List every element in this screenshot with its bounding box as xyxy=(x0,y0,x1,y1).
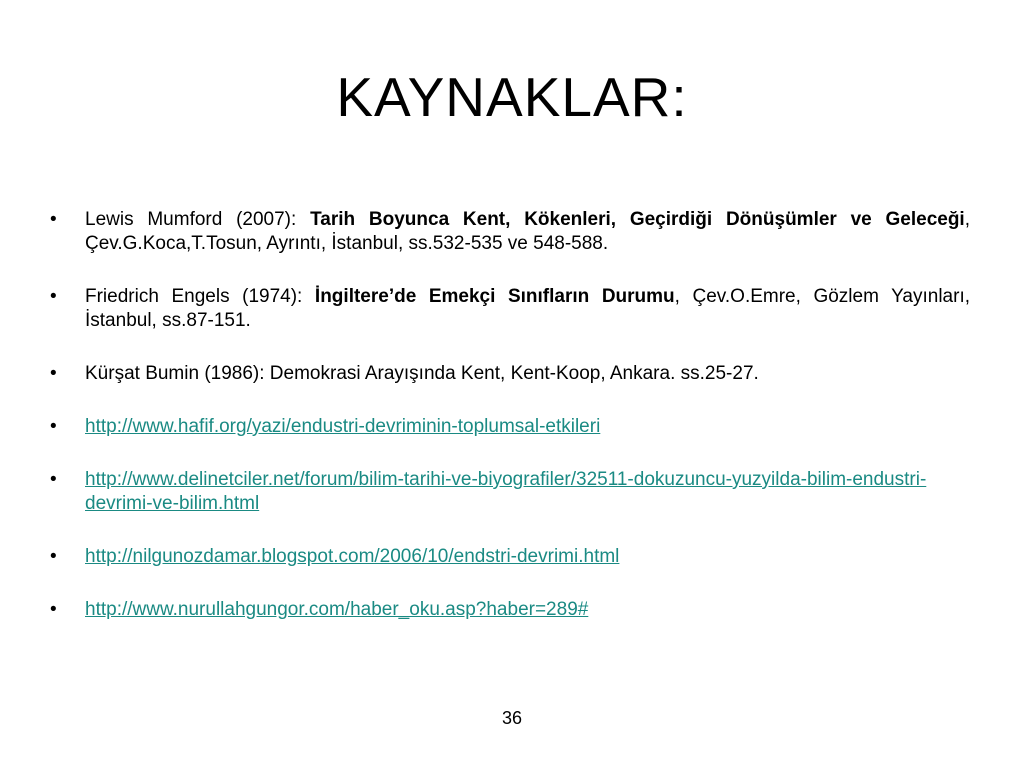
bullet-icon: • xyxy=(50,469,57,490)
reference-details: , Çev.O.Emre, Gözlem Yayınları, İstanbul, ss.87-151. xyxy=(85,286,970,331)
bullet-icon: • xyxy=(50,363,57,384)
reference-item xyxy=(50,285,970,333)
reference-link-item xyxy=(50,415,970,439)
reference-list xyxy=(50,208,970,651)
reference-link[interactable]: http://www.hafif.org/yazi/endustri-devriminin-toplumsal-etkileri xyxy=(85,416,601,437)
bullet-icon: • xyxy=(50,546,57,567)
slide-title: KAYNAKLAR: xyxy=(336,66,688,128)
bullet-icon: • xyxy=(50,599,57,620)
reference-link-item xyxy=(50,545,970,569)
bullet-icon: • xyxy=(50,209,57,230)
reference-link-item xyxy=(50,468,970,516)
reference-title: İngiltere’de Emekçi Sınıfların Durumu xyxy=(314,286,675,307)
bullet-icon: • xyxy=(50,286,57,307)
reference-link[interactable]: http://nilgunozdamar.blogspot.com/2006/10/endstri-devrimi.html xyxy=(85,546,620,567)
reference-text: Kürşat Bumin (1986): Demokrasi Arayışında Kent, Kent-Koop, Ankara. ss.25-27. xyxy=(85,363,759,384)
page-number: 36 xyxy=(501,708,523,728)
reference-author: Friedrich Engels (1974): xyxy=(85,286,315,307)
reference-link[interactable]: http://www.nurullahgungor.com/haber_oku.asp?haber=289# xyxy=(85,599,589,620)
reference-item xyxy=(50,208,970,256)
reference-item xyxy=(50,362,970,386)
reference-title: Tarih Boyunca Kent, Kökenleri, Geçirdiği Dönüşümler ve Geleceği xyxy=(310,209,965,230)
reference-link[interactable]: http://www.delinetciler.net/forum/bilim-tarihi-ve-biyografiler/32511-dokuzuncu-yuzyilda-bilim-endustri-devrimi-ve-bilim.html xyxy=(85,469,927,514)
reference-details: , Çev.G.Koca,T.Tosun, Ayrıntı, İstanbul, ss.532-535 ve 548-588. xyxy=(85,209,970,254)
bullet-icon: • xyxy=(50,416,57,437)
reference-author: Lewis Mumford (2007): xyxy=(85,209,311,230)
reference-link-item xyxy=(50,598,970,622)
